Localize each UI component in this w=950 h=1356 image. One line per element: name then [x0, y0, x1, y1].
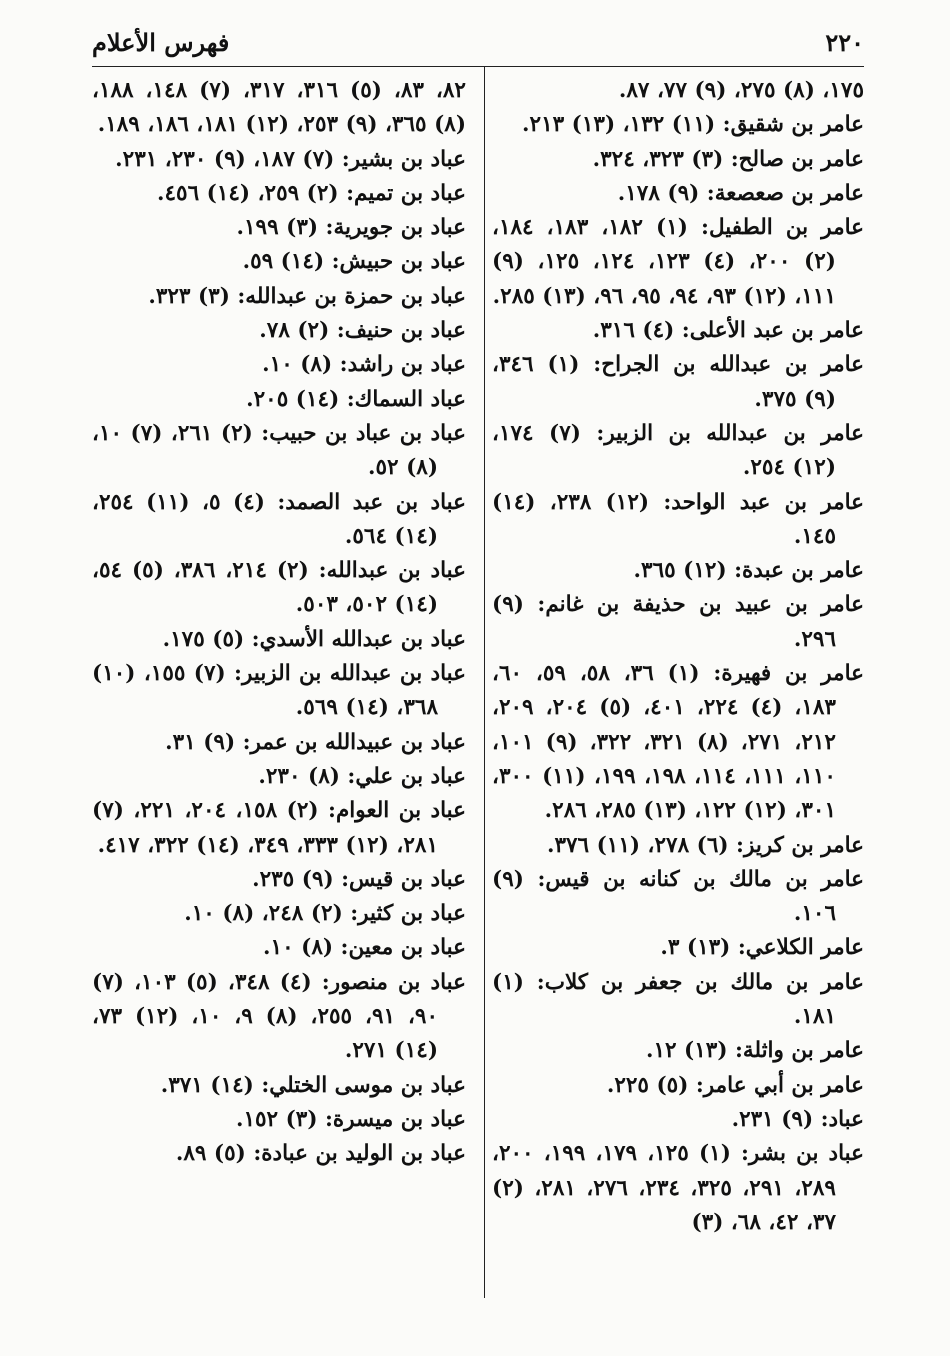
index-entry: عباد بن عبيدالله بن عمر: (٩) ٣١. [165, 729, 466, 755]
index-entry: عامر بن عبدة: (١٢) ٣٦٥. [633, 558, 864, 584]
page-number: ٢٢٠ [825, 27, 864, 57]
index-entry: عباد بن الوليد بن عبادة: (٥) ٨٩. [175, 1141, 466, 1167]
index-entry: ٨٢، ٨٣، (٥) ٣١٦، ٣١٧، (٧) ١٤٨، ١٨٨، (٨) ٣٦٥، (٩) ٢٥٣، (١٢) ١٨١، ١٨٦، ١٨٩. [92, 78, 466, 138]
index-entry: عامر بن صعصعة: (٩) ١٧٨. [617, 180, 864, 206]
index-entry: عامر بن كريز: (٦) ٢٧٨، (١١) ٣٧٦. [546, 832, 864, 858]
index-entry: ١٧٥، (٨) ٢٧٥، (٩) ٧٧، ٨٧. [618, 78, 864, 103]
index-entry: عامر بن عبدالله بن الزبير: (٧) ١٧٤، (١٢) ٢٥٤. [492, 420, 864, 481]
index-entry: عباد بن معين: (٨) ١٠. [263, 935, 466, 961]
index-entry: عامر بن عبد الأعلى: (٤) ٣١٦. [592, 318, 864, 344]
index-entry: عامر بن شقيق: (١١) ١٣٢، (١٣) ٢١٣. [522, 112, 864, 138]
index-entry: عباد بن ميسرة: (٣) ١٥٢. [235, 1106, 466, 1132]
index-entry: عامر بن الطفيل: (١) ١٨٢، ١٨٣، ١٨٤، (٢) ٢٠٠، (٤) ١٢٣، ١٢٤، ١٢٥، (٩) ١١١، (١٢) ٩٣، ٩٤، ٩٥، ٩٦، (١٣) ٢٨٥. [492, 215, 864, 309]
index-entry: عامر بن أبي عامر: (٥) ٢٢٥. [606, 1072, 864, 1098]
index-entry: عباد بن قيس: (٩) ٢٣٥. [252, 866, 466, 892]
index-entry: عباد بن موسى الختلي: (١٤) ٣٧١. [160, 1072, 466, 1098]
index-entry: عامر بن مالك بن جعفر بن كلاب: (١) ١٨١. [492, 969, 864, 1030]
index-entry: عباد بن عبدالله: (٢) ٢١٤، ٣٨٦، (٥) ٥٤، (١٤) ٥٠٢، ٥٠٣. [92, 558, 466, 618]
index-entry: عباد بن عبدالله بن الزبير: (٧) ١٥٥، (١٠) ٣٦٨، (١٤) ٥٦٩. [92, 661, 466, 721]
index-entry: عامر بن فهيرة: (١) ٣٦، ٥٨، ٥٩، ٦٠، ١٨٣، (٤) ٢٢٤، ٤٠١، (٥) ٢٠٤، ٢٠٩، ٢١٢، ٢٧١، (٨) ٣٢١، ٣٢٢، (٩) ١٠١، ١١٠، ١١١، ١١٤، ١٩٨، ١٩٩، (١١) ٣٠٠، ٣٠١، (١٢) ١٢٢، (١٣) ٢٨٥، ٢٨٦. [492, 661, 864, 824]
column-divider [484, 66, 485, 1298]
index-entry: عباد بن جويرية: (٣) ١٩٩. [236, 215, 466, 241]
index-entry: عباد بن منصور: (٤) ٣٤٨، (٥) ١٠٣، (٧) ٩٠، ٩١، ٢٥٥، (٨) ٩، ١٠، (١٢) ٧٣، (١٤) ٢٧١. [92, 969, 466, 1064]
page-header [92, 22, 864, 62]
index-entry: عباد: (٩) ٢٣١. [731, 1106, 864, 1132]
index-column-left [92, 74, 466, 1172]
index-entry: عامر بن عبيد بن حذيفة بن غانم: (٩) ٢٩٦. [492, 592, 864, 652]
index-entry: عباد بن راشد: (٨) ١٠. [262, 352, 466, 378]
index-entry: عامر الكلاعي: (١٣) ٣. [660, 935, 864, 961]
index-entry: عباد بن حمزة بن عبدالله: (٣) ٣٢٣. [148, 283, 466, 309]
index-entry: عامر بن عبد الواحد: (١٢) ٢٣٨، (١٤) ١٤٥. [492, 489, 864, 549]
index-entry: عباد بن بشر: (١) ١٢٥، ١٧٩، ١٩٩، ٢٠٠، ٢٨٩، ٢٩١، ٣٢٥، ٢٣٤، ٢٧٦، ٢٨١، (٢) ٣٧، ٤٢، ٦٨، (٣) [492, 1141, 864, 1235]
index-entry: عباد بن عبدالله الأسدي: (٥) ١٧٥. [162, 626, 466, 652]
index-entry: عامر بن صالح: (٣) ٣٢٣، ٣٢٤. [592, 146, 864, 172]
index-entry: عباد السماك: (١٤) ٢٠٥. [246, 386, 466, 412]
index-entry: عامر بن مالك بن كنانه بن قيس: (٩) ١٠٦. [492, 866, 864, 927]
running-title: فهرس الأعلام [92, 27, 230, 57]
index-entry: عباد بن حبيش: (١٤) ٥٩. [242, 249, 466, 275]
index-entry: عباد بن عبد الصمد: (٤) ٥، (١١) ٢٥٤، (١٤) ٥٦٤. [92, 489, 466, 549]
index-entry: عباد بن بشير: (٧) ١٨٧، (٩) ٢٣٠، ٢٣١. [115, 146, 466, 172]
index-column-right [492, 74, 864, 1240]
index-entry: عباد بن كثير: (٢) ٢٤٨، (٨) ١٠. [184, 901, 466, 927]
index-entry: عباد بن تميم: (٢) ٢٥٩، (١٤) ٤٥٦. [156, 180, 466, 206]
index-entry: عباد بن العوام: (٢) ١٥٨، ٢٠٤، ٢٢١، (٧) ٢٨١، (١٢) ٣٣٣، ٣٤٩، (١٤) ٣٢٢، ٤١٧. [92, 798, 466, 858]
index-entry: عامر بن عبدالله بن الجراح: (١) ٣٤٦، (٩) ٣٧٥. [492, 352, 864, 412]
header-rule [92, 66, 864, 67]
index-entry: عباد بن عباد بن حبيب: (٢) ٢٦١، (٧) ١٠، (٨) ٥٢. [92, 420, 466, 481]
index-entry: عباد بن علي: (٨) ٢٣٠. [258, 763, 466, 789]
index-entry: عباد بن حنيف: (٢) ٧٨. [259, 318, 466, 344]
index-entry: عامر بن واثلة: (١٣) ١٢. [645, 1038, 864, 1064]
